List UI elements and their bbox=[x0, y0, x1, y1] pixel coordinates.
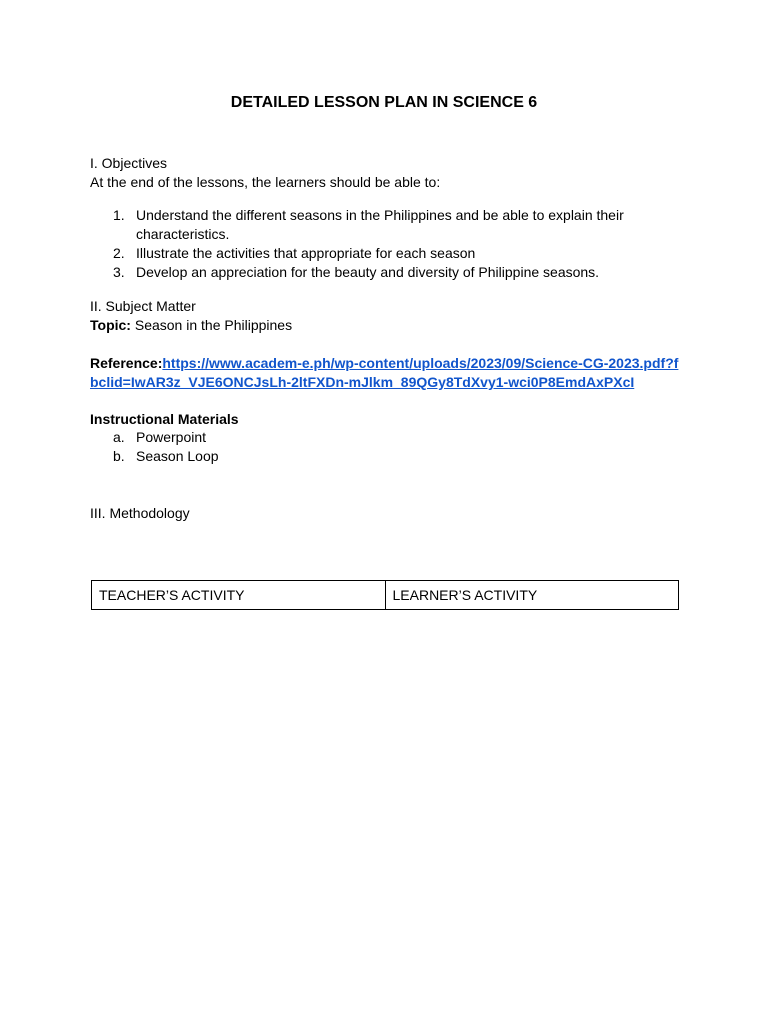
list-number: 2. bbox=[113, 245, 125, 261]
methodology-heading: III. Methodology bbox=[90, 505, 190, 521]
learner-activity-header: LEARNER’S ACTIVITY bbox=[385, 581, 679, 610]
material-text: Powerpoint bbox=[136, 429, 207, 445]
page-title: DETAILED LESSON PLAN IN SCIENCE 6 bbox=[230, 94, 538, 111]
topic-label: Topic: bbox=[90, 317, 131, 333]
objective-text: Understand the different seasons in the Philippines and be able to explain their characteristics. bbox=[136, 207, 624, 242]
reference-label: Reference: bbox=[90, 355, 163, 371]
list-letter: b. bbox=[113, 448, 125, 464]
reference-link-continuation bbox=[90, 373, 634, 391]
reference-link[interactable]: https://www.academ-e.ph/wp-content/uploads/2023/09/Science-CG-2023.pdf?f bbox=[162, 355, 679, 371]
teacher-activity-header: TEACHER’S ACTIVITY bbox=[92, 581, 386, 610]
objective-text: Illustrate the activities that appropriate for each season bbox=[136, 245, 476, 261]
activity-table bbox=[91, 580, 679, 610]
objectives-heading: I. Objectives bbox=[90, 155, 168, 171]
instructional-materials-heading: Instructional Materials bbox=[90, 411, 239, 427]
topic-line bbox=[90, 316, 292, 334]
list-number: 1. bbox=[113, 207, 125, 223]
objective-text: Develop an appreciation for the beauty and diversity of Philippine seasons. bbox=[136, 264, 600, 280]
topic-value: Season in the Philippines bbox=[130, 317, 293, 333]
reference-line bbox=[90, 354, 678, 372]
subject-matter-heading: II. Subject Matter bbox=[90, 298, 196, 314]
objectives-intro: At the end of the lessons, the learners should be able to: bbox=[90, 174, 441, 190]
material-text: Season Loop bbox=[136, 448, 219, 464]
list-number: 3. bbox=[113, 264, 125, 280]
list-letter: a. bbox=[113, 429, 125, 445]
table-header-row bbox=[92, 581, 679, 610]
reference-link[interactable]: bclid=IwAR3z_VJE6ONCJsLh-2ltFXDn-mJlkm_89QGy8TdXvy1-wci0P8EmdAxPXcI bbox=[90, 374, 635, 390]
